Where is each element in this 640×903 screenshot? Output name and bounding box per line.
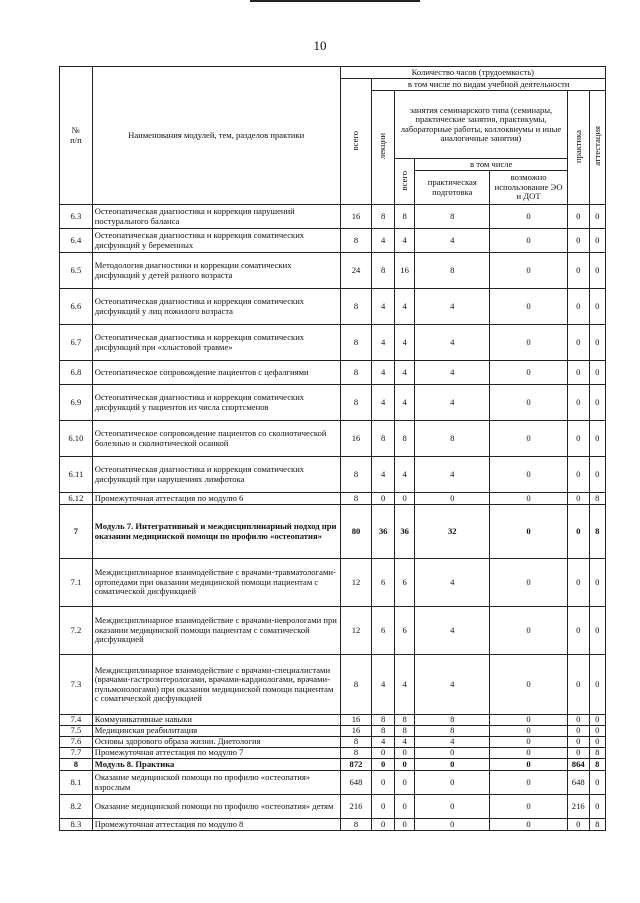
row-name: Промежуточная аттестация по модулю 8 — [92, 819, 340, 831]
table-row — [60, 795, 606, 819]
row-practice: 0 — [568, 385, 590, 421]
row-seminar-total: 4 — [394, 655, 414, 715]
header-eo-dot: возможно использование ЭО и ДОТ — [490, 171, 568, 205]
row-total-hours: 12 — [340, 559, 372, 607]
row-seminar-total: 4 — [394, 737, 414, 748]
row-practical-training: 4 — [415, 289, 490, 325]
row-seminar-total: 4 — [394, 385, 414, 421]
row-number: 7.4 — [60, 715, 93, 726]
row-practice: 0 — [568, 748, 590, 759]
row-name: Оказание медицинской помощи по профилю «остеопатия» взрослым — [92, 771, 340, 795]
page-number: 10 — [313, 38, 327, 53]
table-row — [60, 748, 606, 759]
row-seminar-total: 0 — [394, 795, 414, 819]
row-attestation: 0 — [589, 715, 606, 726]
row-eo-dot: 0 — [490, 361, 568, 385]
row-practical-training: 8 — [415, 421, 490, 457]
row-total-hours: 12 — [340, 607, 372, 655]
row-seminar-total: 36 — [394, 505, 414, 559]
row-number: 7.2 — [60, 607, 93, 655]
header-name: Наименования модулей, тем, разделов практики — [92, 67, 340, 205]
row-lectures: 4 — [372, 325, 395, 361]
row-attestation: 8 — [589, 759, 606, 771]
row-lectures: 8 — [372, 421, 395, 457]
row-name: Остеопатическая диагностика и коррекция соматических дисфункций при нарушениях лимфотока — [92, 457, 340, 493]
row-number: 8.2 — [60, 795, 93, 819]
row-practical-training: 0 — [415, 795, 490, 819]
row-name: Междисциплинарное взаимодействие с врачами-неврологами при оказании медицинской помощи пациентам с соматической дисфункцией — [92, 607, 340, 655]
row-practice: 216 — [568, 795, 590, 819]
row-eo-dot: 0 — [490, 325, 568, 361]
row-name: Промежуточная аттестация по модулю 6 — [92, 493, 340, 505]
row-number: 6.9 — [60, 385, 93, 421]
row-practical-training: 0 — [415, 759, 490, 771]
row-seminar-total: 16 — [394, 253, 414, 289]
table-row — [60, 726, 606, 737]
row-practice: 0 — [568, 655, 590, 715]
row-number: 7.1 — [60, 559, 93, 607]
row-name: Основы здорового образа жизни. Диетология — [92, 737, 340, 748]
row-name: Остеопатическая диагностика и коррекция соматических дисфункций у беременных — [92, 229, 340, 253]
row-eo-dot: 0 — [490, 771, 568, 795]
row-eo-dot: 0 — [490, 737, 568, 748]
row-practice: 0 — [568, 289, 590, 325]
row-total-hours: 16 — [340, 715, 372, 726]
row-practical-training: 8 — [415, 205, 490, 229]
row-attestation: 0 — [589, 289, 606, 325]
table-row — [60, 457, 606, 493]
row-lectures: 0 — [372, 819, 395, 831]
row-practical-training: 32 — [415, 505, 490, 559]
row-practice: 0 — [568, 505, 590, 559]
row-number: 7.3 — [60, 655, 93, 715]
header-total: всего — [340, 79, 372, 205]
row-attestation: 8 — [589, 819, 606, 831]
row-attestation: 0 — [589, 253, 606, 289]
row-number: 8.3 — [60, 819, 93, 831]
curriculum-table — [59, 66, 606, 831]
row-lectures: 6 — [372, 607, 395, 655]
table-row — [60, 607, 606, 655]
row-total-hours: 16 — [340, 726, 372, 737]
table-row — [60, 493, 606, 505]
row-lectures: 6 — [372, 559, 395, 607]
row-total-hours: 648 — [340, 771, 372, 795]
row-practical-training: 4 — [415, 559, 490, 607]
row-practical-training: 0 — [415, 748, 490, 759]
row-lectures: 4 — [372, 229, 395, 253]
row-name: Остеопатическое сопровождение пациентов с цефалгиями — [92, 361, 340, 385]
row-name: Модуль 7. Интегративный и междисциплинарный подход при оказании медицинской помощи по профилю «остеопатия» — [92, 505, 340, 559]
row-attestation: 0 — [589, 607, 606, 655]
row-lectures: 4 — [372, 737, 395, 748]
row-seminar-total: 0 — [394, 748, 414, 759]
header-seminar-total: всего — [394, 159, 414, 205]
row-lectures: 36 — [372, 505, 395, 559]
header-practice: практика — [568, 91, 590, 205]
row-total-hours: 8 — [340, 655, 372, 715]
row-lectures: 4 — [372, 385, 395, 421]
row-practical-training: 4 — [415, 361, 490, 385]
table-row — [60, 771, 606, 795]
row-practical-training: 0 — [415, 493, 490, 505]
row-practice: 0 — [568, 726, 590, 737]
row-eo-dot: 0 — [490, 493, 568, 505]
row-total-hours: 8 — [340, 385, 372, 421]
row-attestation: 0 — [589, 726, 606, 737]
row-attestation: 8 — [589, 505, 606, 559]
row-eo-dot: 0 — [490, 505, 568, 559]
row-lectures: 0 — [372, 759, 395, 771]
row-practical-training: 8 — [415, 726, 490, 737]
row-seminar-total: 4 — [394, 457, 414, 493]
row-lectures: 0 — [372, 795, 395, 819]
row-attestation: 0 — [589, 771, 606, 795]
table-row — [60, 559, 606, 607]
row-eo-dot: 0 — [490, 457, 568, 493]
row-practice: 864 — [568, 759, 590, 771]
row-name: Промежуточная аттестация по модулю 7 — [92, 748, 340, 759]
row-lectures: 4 — [372, 361, 395, 385]
row-number: 6.11 — [60, 457, 93, 493]
row-attestation: 0 — [589, 205, 606, 229]
table-row — [60, 737, 606, 748]
row-eo-dot: 0 — [490, 385, 568, 421]
row-practical-training: 4 — [415, 607, 490, 655]
row-attestation: 0 — [589, 655, 606, 715]
row-total-hours: 16 — [340, 421, 372, 457]
row-name: Остеопатическая диагностика и коррекция соматических дисфункций при «хлыстовой травме» — [92, 325, 340, 361]
row-name: Модуль 8. Практика — [92, 759, 340, 771]
table-row — [60, 655, 606, 715]
row-seminar-total: 4 — [394, 361, 414, 385]
row-practice: 0 — [568, 559, 590, 607]
row-total-hours: 8 — [340, 493, 372, 505]
row-number: 6.10 — [60, 421, 93, 457]
row-number: 6.5 — [60, 253, 93, 289]
row-practical-training: 4 — [415, 655, 490, 715]
row-number: 6.8 — [60, 361, 93, 385]
row-name: Остеопатическое сопровождение пациентов со сколиотической болезнью и сколиотической осанкой — [92, 421, 340, 457]
row-total-hours: 216 — [340, 795, 372, 819]
row-total-hours: 8 — [340, 737, 372, 748]
row-name: Междисциплинарное взаимодействие с врачами-специалистами (врачами-гастроэнтерологами, врачами-кардиологами, врачами-пульмонологами) при оказании медицинской помощи пациентам с соматической дисфункцией — [92, 655, 340, 715]
module-row — [60, 759, 606, 771]
module-row — [60, 505, 606, 559]
row-lectures: 0 — [372, 771, 395, 795]
row-eo-dot: 0 — [490, 607, 568, 655]
row-practical-training: 4 — [415, 325, 490, 361]
row-eo-dot: 0 — [490, 421, 568, 457]
row-eo-dot: 0 — [490, 205, 568, 229]
row-practical-training: 0 — [415, 771, 490, 795]
row-eo-dot: 0 — [490, 715, 568, 726]
row-practical-training: 0 — [415, 819, 490, 831]
row-attestation: 0 — [589, 795, 606, 819]
row-eo-dot: 0 — [490, 655, 568, 715]
row-total-hours: 8 — [340, 748, 372, 759]
row-total-hours: 8 — [340, 361, 372, 385]
row-lectures: 0 — [372, 748, 395, 759]
row-name: Оказание медицинской помощи по профилю «остеопатия» детям — [92, 795, 340, 819]
row-total-hours: 80 — [340, 505, 372, 559]
row-number: 7.7 — [60, 748, 93, 759]
row-number: 7.5 — [60, 726, 93, 737]
table-row — [60, 205, 606, 229]
row-attestation: 0 — [589, 325, 606, 361]
header-number: № п/п — [60, 67, 93, 205]
row-seminar-total: 8 — [394, 421, 414, 457]
header-hours-total: Количество часов (трудоемкость) — [340, 67, 605, 79]
row-eo-dot: 0 — [490, 748, 568, 759]
row-lectures: 8 — [372, 715, 395, 726]
header-lectures: лекции — [372, 91, 395, 205]
row-eo-dot: 0 — [490, 759, 568, 771]
row-eo-dot: 0 — [490, 795, 568, 819]
row-eo-dot: 0 — [490, 726, 568, 737]
row-eo-dot: 0 — [490, 289, 568, 325]
row-attestation: 8 — [589, 748, 606, 759]
row-total-hours: 8 — [340, 289, 372, 325]
row-number: 6.6 — [60, 289, 93, 325]
row-number: 7.6 — [60, 737, 93, 748]
table-row — [60, 421, 606, 457]
row-number: 7 — [60, 505, 93, 559]
row-name: Коммуникативные навыки — [92, 715, 340, 726]
row-lectures: 0 — [372, 493, 395, 505]
row-number: 6.7 — [60, 325, 93, 361]
row-number: 6.3 — [60, 205, 93, 229]
header-attestation: аттестация — [589, 91, 606, 205]
scan-top-rule — [250, 0, 420, 2]
row-practice: 0 — [568, 229, 590, 253]
row-practice: 0 — [568, 715, 590, 726]
header-seminar: занятия семинарского типа (семинары, практические занятия, практикумы, лабораторные работы, коллоквиумы и иные аналогичные занятия) — [394, 91, 567, 159]
row-attestation: 0 — [589, 559, 606, 607]
row-practice: 0 — [568, 737, 590, 748]
curriculum-rows — [60, 205, 606, 831]
row-practice: 0 — [568, 361, 590, 385]
row-attestation: 0 — [589, 421, 606, 457]
row-seminar-total: 6 — [394, 607, 414, 655]
row-practice: 0 — [568, 325, 590, 361]
row-seminar-total: 4 — [394, 289, 414, 325]
row-practical-training: 8 — [415, 253, 490, 289]
row-practice: 648 — [568, 771, 590, 795]
row-number: 6.12 — [60, 493, 93, 505]
row-practice: 0 — [568, 819, 590, 831]
row-practical-training: 4 — [415, 457, 490, 493]
row-practice: 0 — [568, 253, 590, 289]
row-attestation: 0 — [589, 737, 606, 748]
row-practice: 0 — [568, 457, 590, 493]
row-seminar-total: 4 — [394, 229, 414, 253]
row-seminar-total: 0 — [394, 819, 414, 831]
header-by-activity: в том числе по видам учебной деятельности — [372, 79, 606, 91]
row-number: 6.4 — [60, 229, 93, 253]
row-lectures: 8 — [372, 726, 395, 737]
row-total-hours: 872 — [340, 759, 372, 771]
table-row — [60, 385, 606, 421]
row-total-hours: 8 — [340, 229, 372, 253]
row-seminar-total: 0 — [394, 493, 414, 505]
row-eo-dot: 0 — [490, 819, 568, 831]
row-attestation: 0 — [589, 361, 606, 385]
table-row — [60, 253, 606, 289]
table-row — [60, 819, 606, 831]
table-row — [60, 325, 606, 361]
row-attestation: 0 — [589, 229, 606, 253]
row-practical-training: 4 — [415, 385, 490, 421]
row-number: 8 — [60, 759, 93, 771]
row-practice: 0 — [568, 205, 590, 229]
row-total-hours: 8 — [340, 819, 372, 831]
row-seminar-total: 4 — [394, 325, 414, 361]
table-row — [60, 361, 606, 385]
row-lectures: 4 — [372, 655, 395, 715]
row-practical-training: 4 — [415, 229, 490, 253]
row-seminar-total: 8 — [394, 205, 414, 229]
row-seminar-total: 8 — [394, 715, 414, 726]
row-total-hours: 16 — [340, 205, 372, 229]
row-practical-training: 8 — [415, 715, 490, 726]
row-lectures: 8 — [372, 205, 395, 229]
row-lectures: 4 — [372, 457, 395, 493]
row-lectures: 4 — [372, 289, 395, 325]
row-name: Остеопатическая диагностика и коррекция нарушений постурального баланса — [92, 205, 340, 229]
row-practice: 0 — [568, 607, 590, 655]
row-attestation: 8 — [589, 493, 606, 505]
row-number: 8.1 — [60, 771, 93, 795]
table-row — [60, 289, 606, 325]
row-eo-dot: 0 — [490, 559, 568, 607]
row-seminar-total: 6 — [394, 559, 414, 607]
row-lectures: 8 — [372, 253, 395, 289]
row-seminar-total: 0 — [394, 759, 414, 771]
table-row — [60, 715, 606, 726]
row-total-hours: 8 — [340, 325, 372, 361]
row-practice: 0 — [568, 421, 590, 457]
row-name: Междисциплинарное взаимодействие с врачами-травматологами-ортопедами при оказании медицинской помощи пациентам с соматической дисфункцией — [92, 559, 340, 607]
row-total-hours: 24 — [340, 253, 372, 289]
row-total-hours: 8 — [340, 457, 372, 493]
row-seminar-total: 8 — [394, 726, 414, 737]
row-name: Остеопатическая диагностика и коррекция соматических дисфункций у лиц пожилого возраста — [92, 289, 340, 325]
row-name: Остеопатическая диагностика и коррекция соматических дисфункций у пациентов из числа спортсменов — [92, 385, 340, 421]
row-practical-training: 4 — [415, 737, 490, 748]
row-practice: 0 — [568, 493, 590, 505]
header-seminar-including: в том числе — [415, 159, 568, 171]
header-practical-training: практическая подготовка — [415, 171, 490, 205]
table-row — [60, 229, 606, 253]
row-name: Медицинская реабилитация — [92, 726, 340, 737]
row-attestation: 0 — [589, 457, 606, 493]
row-eo-dot: 0 — [490, 229, 568, 253]
row-attestation: 0 — [589, 385, 606, 421]
row-seminar-total: 0 — [394, 771, 414, 795]
row-eo-dot: 0 — [490, 253, 568, 289]
row-name: Методология диагностики и коррекции соматических дисфункций у детей разного возраста — [92, 253, 340, 289]
